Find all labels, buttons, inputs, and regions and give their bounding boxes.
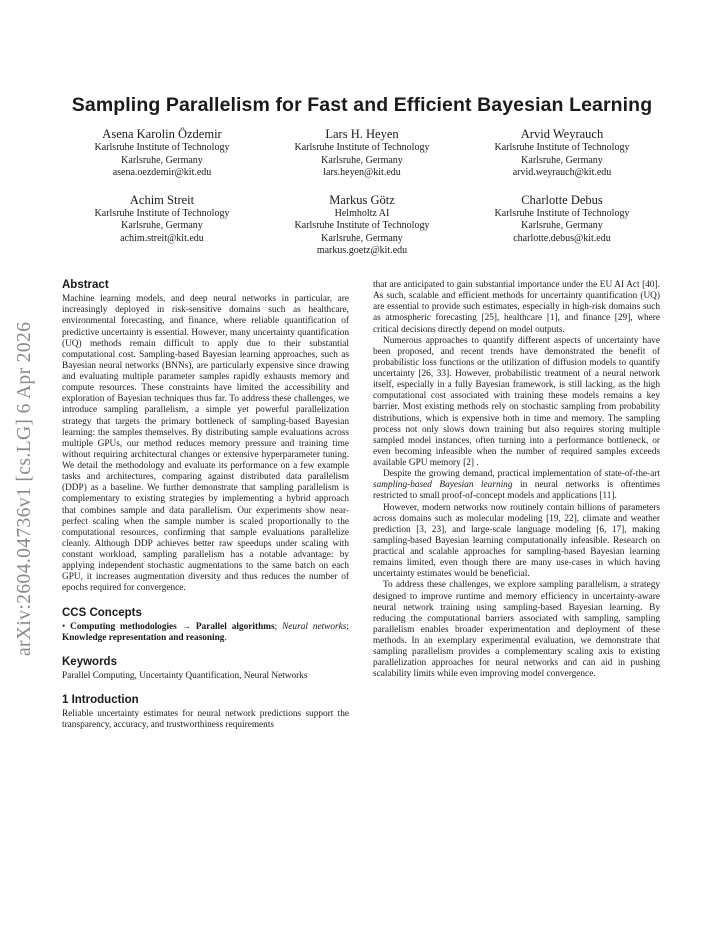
- introduction-text: Reliable uncertainty estimates for neural network predictions support the transparency, accuracy, and trustworthiness requirements: [62, 709, 349, 731]
- author-name: Arvid Weyrauch: [520, 127, 604, 141]
- ccs-item-knowledge-representation: Knowledge representation and reasoning: [62, 632, 225, 643]
- author-card: [262, 193, 462, 258]
- abstract-text: Machine learning models, and deep neural networks in particular, are increasingly deployed in risk-sensitive domains such as healthcare, environmental forecasting, and finance, where reliable quantification of predictive uncertainty is essential. However, many uncertainty quantification (UQ) methods remain difficult to apply due to their substantial computational cost. Sampling-based Bayesian learning approaches, such as Bayesian neural networks (BNNs), are particularly expensive since drawing and evaluating multiple parameter samples rapidly exhausts memory and compute resources. These constraints have limited the accessibility and exploration of Bayesian techniques thus far. To address these challenges, we introduce sampling parallelism, a simple yet powerful parallelization strategy that targets the primary bottleneck of sampling-based Bayesian learning: the samples themselves. By distributing sample evaluations across multiple GPUs, our method reduces memory pressure and training time without requiring architectural changes or extensive hyperparameter tuning. We detail the methodology and evaluate its performance on a few example tasks and architectures, comparing against distributed data parallelism (DDP) as a baseline. We further demonstrate that sampling parallelism is complementary to existing strategies by implementing a hybrid approach that combines sample and data parallelism. Our experiments show near-perfect scaling when the sample number is scaled proportionally to the computational resources, confirming that sample evaluations parallelize cleanly. Although DDP achieves better raw speedups under scaling with constant workload, sampling parallelism has a notable advantage: by applying independent stochastic augmentations to the same batch on each GPU, it increases augmentation diversity and thus reduces the number of epochs required for convergence.: [62, 294, 349, 594]
- author-name: Achim Streit: [129, 192, 195, 207]
- keywords-text: Parallel Computing, Uncertainty Quantification, Neural Networks: [62, 671, 308, 681]
- intro-emphasis: sampling-based Bayesian learning: [373, 480, 513, 491]
- author-email[interactable]: lars.heyen@kit.edu: [323, 167, 401, 178]
- introduction-heading: 1 Introduction: [62, 694, 139, 707]
- author-email[interactable]: markus.goetz@kit.edu: [316, 245, 408, 256]
- author-affiliation: Karlsruhe Institute of Technology: [494, 207, 630, 219]
- author-location: Karlsruhe, Germany: [321, 232, 403, 244]
- ccs-separator: ;: [346, 621, 349, 632]
- intro-text: in neural networks is oftentimes restricted to small proof-of-concept models and applications [11].: [373, 480, 661, 502]
- author-email[interactable]: asena.oezdemir@kit.edu: [112, 167, 212, 178]
- ccs-bullet: •: [62, 621, 66, 632]
- author-location: Karlsruhe, Germany: [521, 220, 603, 231]
- author-email[interactable]: charlotte.debus@kit.edu: [513, 232, 611, 244]
- author-location: Karlsruhe, Germany: [121, 220, 203, 231]
- author-affiliation: Karlsruhe Institute of Technology: [94, 142, 230, 153]
- author-location: Karlsruhe, Germany: [321, 154, 403, 166]
- author-card: [262, 127, 462, 180]
- ccs-item-parallel-algorithms: Computing methodologies → Parallel algorithms: [70, 621, 275, 632]
- author-row: [62, 127, 662, 180]
- ccs-concepts: [62, 622, 349, 644]
- ccs-item-neural-networks: Neural networks: [282, 621, 347, 632]
- author-name: Markus Götz: [329, 192, 395, 207]
- ccs-end: .: [224, 632, 227, 643]
- intro-text: Despite the growing demand, practical implementation of state-of-the-art: [383, 469, 660, 480]
- author-email[interactable]: achim.streit@kit.edu: [120, 232, 204, 244]
- author-location: Karlsruhe, Germany: [121, 154, 203, 166]
- ccs-separator: ;: [274, 621, 283, 632]
- author-affiliation: Karlsruhe Institute of Technology: [494, 142, 630, 153]
- author-name: Asena Karolin Özdemir: [102, 127, 222, 141]
- author-card: [462, 127, 662, 180]
- author-row: [62, 193, 662, 258]
- author-card: [62, 127, 262, 180]
- author-affiliation: Helmholtz AI: [334, 207, 390, 219]
- ccs-heading: CCS Concepts: [62, 606, 142, 619]
- author-affiliation: Karlsruhe Institute of Technology: [294, 220, 430, 231]
- intro-paragraph: [373, 469, 660, 502]
- author-location: Karlsruhe, Germany: [521, 154, 603, 166]
- author-email[interactable]: arvid.weyrauch@kit.edu: [512, 167, 612, 178]
- author-name: Lars H. Heyen: [325, 127, 399, 141]
- abstract-heading: Abstract: [62, 279, 109, 291]
- keywords-heading: Keywords: [62, 655, 117, 668]
- author-card: [462, 193, 662, 258]
- arxiv-identifier: arXiv:2604.04736v1 [cs.LG] 6 Apr 2026: [14, 321, 35, 656]
- author-affiliation: Karlsruhe Institute of Technology: [294, 142, 430, 153]
- paper-title: Sampling Parallelism for Fast and Efficient Bayesian Learning: [71, 94, 653, 116]
- right-column: [373, 280, 660, 681]
- author-block: [62, 127, 662, 258]
- author-affiliation: Karlsruhe Institute of Technology: [94, 207, 230, 219]
- intro-paragraph: that are anticipated to gain substantial importance under the EU AI Act [40]. As such, scalable and efficient methods for uncertainty quantification (UQ) are essential to provide such estimates, especially in high-risk domains such as atmospheric forecasting [25], healthcare [1], and finance [29], where critical decisions directly depend on model outputs.: [373, 280, 660, 335]
- author-card: [62, 193, 262, 258]
- intro-paragraph: However, modern networks now routinely contain billions of parameters across domains such as molecular modeling [19, 22], climate and weather prediction [3, 23], and large-scale language modeling [6, 17], making sampling-based Bayesian learning computationally infeasible. Research on practical and scalable approaches for sampling-based Bayesian learning remains limited, even though there are many use-cases in which having uncertainty estimates would be beneficial.: [373, 502, 660, 580]
- author-name: Charlotte Debus: [521, 192, 603, 207]
- left-column: [62, 280, 349, 732]
- intro-paragraph: Numerous approaches to quantify different aspects of uncertainty have been proposed, and recent trends have demonstrated the benefit of probabilistic loss functions or the utilization of diffusion models to quantify uncertainty [26, 33]. However, probabilistic treatment of a neural network itself, especially in a fully Bayesian framework, is still lacking, as the high computational cost associated with training these models remains a key barrier. Most existing methods rely on stochastic sampling from probability distributions, which is expensive both in time and memory. The sampling process not only slows down training but also requires storing multiple sampled model instances, often turning into a performance bottleneck, or even becoming infeasible when the number of required samples exceeds available GPU memory [2] .: [373, 335, 660, 468]
- intro-paragraph: To address these challenges, we explore sampling parallelism, a strategy designed to improve runtime and memory efficiency in uncertainty-aware neural network training using sampling-based Bayesian learning. By reducing the computational barriers associated with sampling, sampling parallelism enables broader experimentation and deployment of these methods. In an exemplary experimental evaluation, we demonstrate that sampling parallelism provides a complementary scaling axis to existing parallelization approaches for neural networks and can aid in pushing scalability limits while even improving model convergence.: [373, 580, 660, 680]
